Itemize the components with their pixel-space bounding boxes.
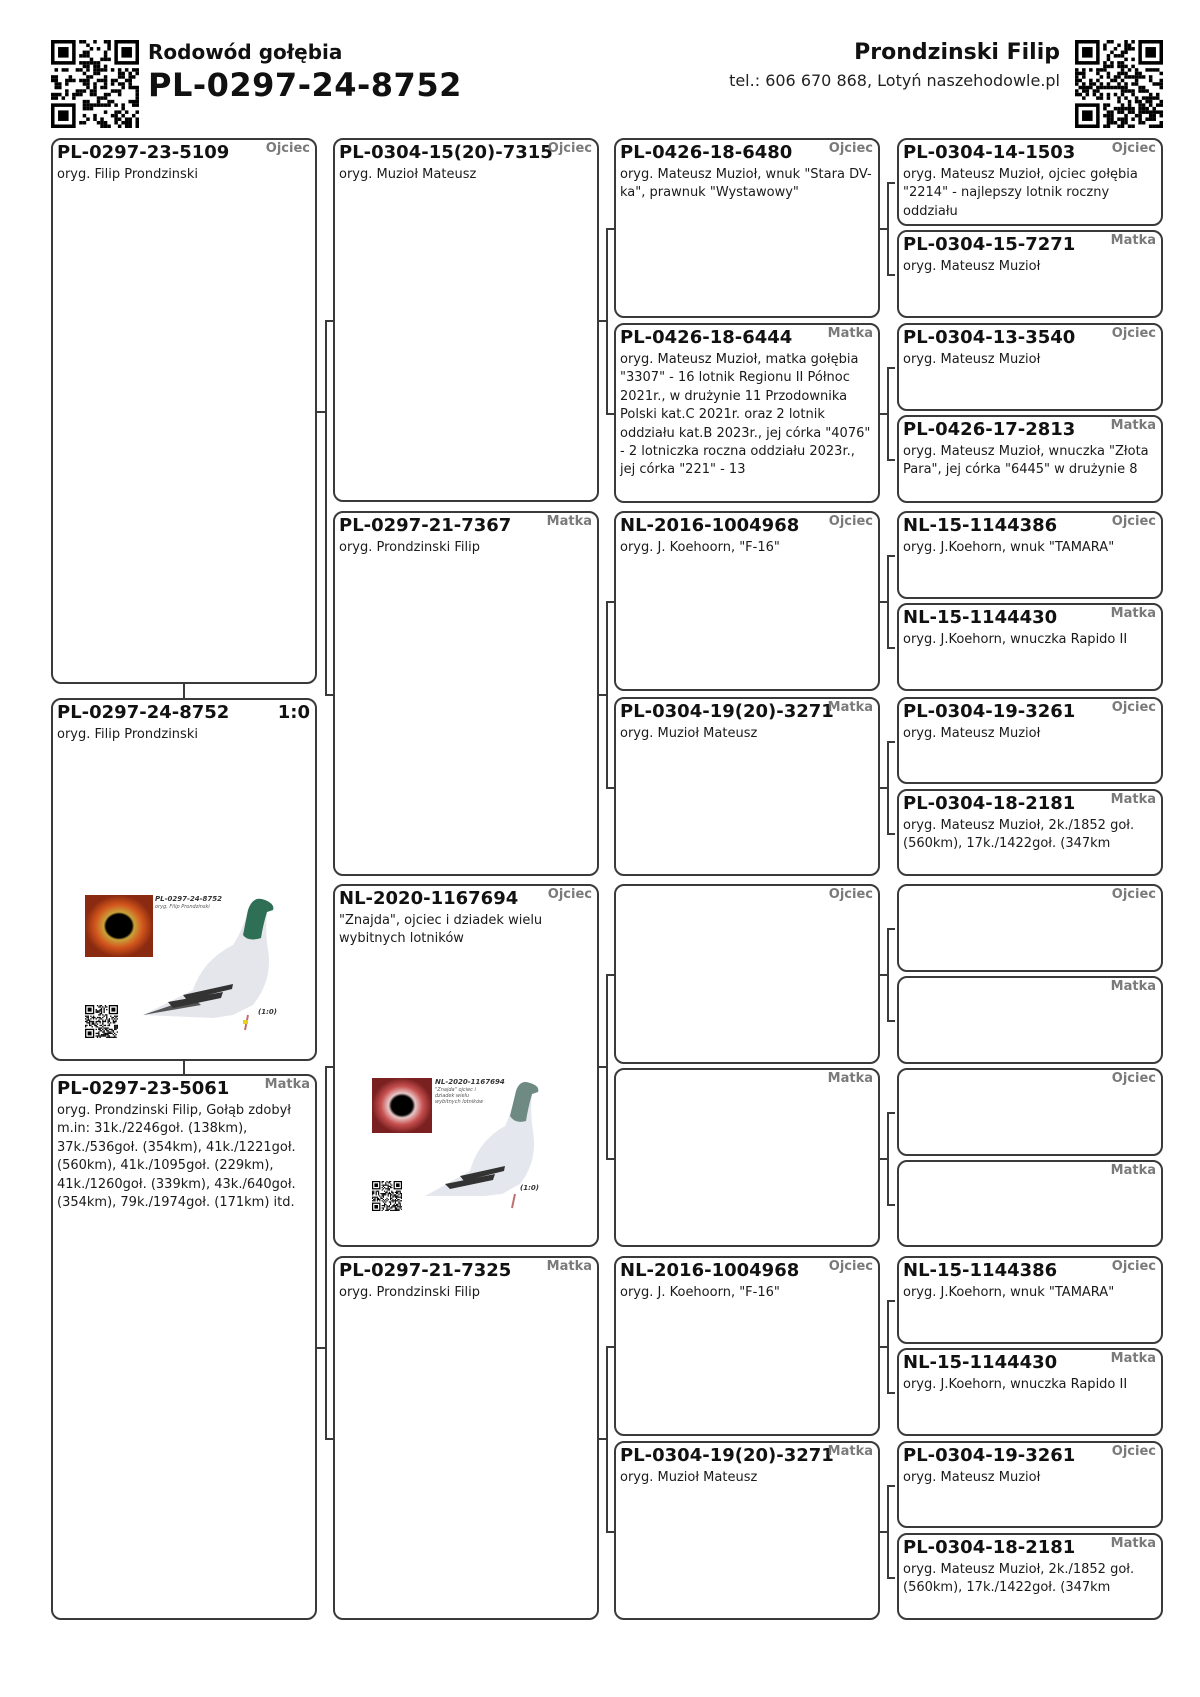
description: oryg. Prondzinski Filip <box>339 1285 480 1300</box>
ring-number: PL-0297-21-7325 <box>339 1260 512 1281</box>
pedigree-box-subject <box>51 698 317 1061</box>
pedigree-box <box>897 976 1163 1064</box>
description: oryg. Mateusz Muzioł <box>903 726 1041 741</box>
ring-number: PL-0426-17-2813 <box>903 419 1076 440</box>
connector-line <box>325 694 333 696</box>
pigeon-photo <box>83 890 283 1040</box>
sex-label: Matka <box>827 1444 873 1459</box>
pedigree-box <box>614 1441 880 1620</box>
description: "Znajda", ojciec i dziadek wielu wybitnych lotników <box>339 913 543 947</box>
connector-line <box>606 228 614 230</box>
pedigree-box <box>897 230 1163 318</box>
sex-label: Matka <box>1110 233 1156 248</box>
ring-number: PL-0304-19-3261 <box>903 1445 1076 1466</box>
sex-label: Ojciec <box>1111 141 1156 156</box>
photo-caption: "Znajda" ojciec i dziadek wielu wybitnych lotników <box>435 1087 484 1105</box>
connector-line <box>887 367 895 369</box>
connector-line <box>887 1485 889 1577</box>
pedigree-box <box>897 1256 1163 1344</box>
pedigree-box <box>897 1441 1163 1528</box>
connector-line <box>887 1577 895 1579</box>
sex-label: Matka <box>1110 979 1156 994</box>
sex-label: Ojciec <box>1111 326 1156 341</box>
pedigree-box <box>333 884 599 1247</box>
connector-line <box>887 647 895 649</box>
description: oryg. Mateusz Muzioł, wnuczka "Złota Para", jej córka "6445" w drużynie 8 <box>903 444 1149 478</box>
connector-line <box>606 1158 614 1160</box>
qr-code-left <box>51 40 139 128</box>
ring-number: PL-0304-13-3540 <box>903 327 1076 348</box>
ring-number: NL-2020-1167694 <box>339 888 519 909</box>
sex-label: Ojciec <box>828 1259 873 1274</box>
connector-line <box>183 1061 185 1074</box>
description: oryg. Prondzinski Filip <box>339 540 480 555</box>
ring-number: PL-0304-19(20)-3271 <box>620 701 834 722</box>
sex-label: Ojciec <box>1111 514 1156 529</box>
ring-number: PL-0304-19-3261 <box>903 701 1076 722</box>
description: oryg. J.Koehorn, wnuk "TAMARA" <box>903 1285 1115 1300</box>
connector-line <box>606 601 608 787</box>
connector-line <box>606 787 614 789</box>
connector-line <box>887 833 895 835</box>
photo-score: (1:0) <box>520 1184 539 1192</box>
connector-line <box>317 1347 325 1349</box>
ring-number: PL-0297-21-7367 <box>339 515 512 536</box>
sex-label: Matka <box>1110 1536 1156 1551</box>
ring-number: PL-0304-19(20)-3271 <box>620 1445 834 1466</box>
pedigree-box <box>614 511 880 691</box>
description: oryg. Mateusz Muzioł, 2k./1852 goł. (560km), 17k./1422goł. (347km <box>903 1562 1135 1596</box>
photo-score: (1:0) <box>258 1008 277 1016</box>
sex-label: Ojciec <box>547 141 592 156</box>
description: oryg. Prondzinski Filip, Gołąb zdobył m.in: 31k./2246goł. (138km), 37k./536goł. (354km), 41k./1221goł. (560km), 41k./1095goł. (229km), 41k./1260goł. (339km), 43k./640goł. (354km), 79k./1974goł. (171km) itd. <box>57 1103 296 1211</box>
description: oryg. Mateusz Muzioł <box>903 1470 1041 1485</box>
connector-line <box>325 320 333 322</box>
pedigree-box <box>897 1160 1163 1247</box>
connector-line <box>887 182 895 184</box>
photo-ring: NL-2020-1167694 <box>435 1078 505 1086</box>
sex-label: Matka <box>827 1071 873 1086</box>
connector-line <box>887 1112 895 1114</box>
pedigree-box <box>614 1256 880 1436</box>
pedigree-box <box>897 511 1163 599</box>
connector-line <box>887 555 895 557</box>
sex-label: Matka <box>264 1077 310 1092</box>
pedigree-box <box>897 884 1163 972</box>
ring-number: PL-0426-18-6480 <box>620 142 793 163</box>
pedigree-box <box>897 1068 1163 1156</box>
description: oryg. J.Koehorn, wnuk "TAMARA" <box>903 540 1115 555</box>
sex-label: Matka <box>546 514 592 529</box>
description: oryg. J. Koehoorn, "F-16" <box>620 540 780 555</box>
pedigree-box-dam <box>51 1074 317 1620</box>
connector-line <box>887 1112 889 1204</box>
connector-line <box>887 274 895 276</box>
connector-line <box>887 1300 895 1302</box>
sex-label: Ojciec <box>547 887 592 902</box>
description: oryg. Muzioł Mateusz <box>620 726 758 741</box>
ring-number: NL-2016-1004968 <box>620 515 800 536</box>
sex-label: Matka <box>546 1259 592 1274</box>
pedigree-box <box>897 697 1163 784</box>
connector-line <box>887 1020 895 1022</box>
pedigree-box <box>614 884 880 1064</box>
connector-line <box>606 413 614 415</box>
connector-line <box>325 1066 333 1068</box>
connector-line <box>887 928 895 930</box>
breeder-contact: tel.: 606 670 868, Lotyń naszehodowle.pl <box>729 71 1060 90</box>
connector-line <box>325 320 327 694</box>
pedigree-box <box>897 1348 1163 1436</box>
connector-line <box>606 228 608 413</box>
sex-label: Matka <box>827 326 873 341</box>
sex-label: Ojciec <box>828 514 873 529</box>
connector-line <box>887 741 889 833</box>
connector-line <box>325 1438 333 1440</box>
connector-line <box>887 1300 889 1392</box>
ring-number: PL-0304-18-2181 <box>903 793 1076 814</box>
pedigree-box <box>614 1068 880 1247</box>
pedigree-box <box>897 1533 1163 1620</box>
connector-line <box>887 928 889 1020</box>
document-title: Rodowód gołębia <box>148 40 343 64</box>
description: oryg. Mateusz Muzioł <box>903 352 1041 367</box>
description: oryg. J. Koehoorn, "F-16" <box>620 1285 780 1300</box>
ring-number: PL-0304-15(20)-7315 <box>339 142 553 163</box>
description: oryg. Muzioł Mateusz <box>620 1470 758 1485</box>
sex-label: Matka <box>1110 1163 1156 1178</box>
description: oryg. J.Koehorn, wnuczka Rapido II <box>903 1377 1128 1392</box>
ring-number: NL-15-1144386 <box>903 1260 1058 1281</box>
pigeon-photo <box>370 1076 545 1216</box>
sex-label: Ojciec <box>1111 1259 1156 1274</box>
ring-number: PL-0304-15-7271 <box>903 234 1076 255</box>
pedigree-box <box>897 415 1163 503</box>
pigeon-qr-code <box>372 1181 402 1211</box>
pedigree-box <box>614 323 880 503</box>
photo-ring: PL-0297-24-8752 <box>155 895 223 903</box>
ring-number: PL-0304-18-2181 <box>903 1537 1076 1558</box>
ring-number: NL-2016-1004968 <box>620 1260 800 1281</box>
connector-line <box>606 1531 614 1533</box>
connector-line <box>325 1066 327 1439</box>
connector-line <box>317 411 325 413</box>
sex-label: Ojciec <box>1111 887 1156 902</box>
description: oryg. Mateusz Muzioł <box>903 259 1041 274</box>
description: oryg. Mateusz Muzioł, matka gołębia "3307" - 16 lotnik Regionu II Północ 2021r., w drużynie 11 Przodownika Polski kat.C 2021r. oraz 2 lotnik oddziału kat.B 2023r., jej córka "4076" - 2 lotniczka roczna oddziału 2023r., jej córka "221" - 13 <box>620 352 871 478</box>
pedigree-box <box>897 789 1163 876</box>
pedigree-box <box>897 323 1163 411</box>
sex-label: Matka <box>827 700 873 715</box>
description: oryg. J.Koehorn, wnuczka Rapido II <box>903 632 1128 647</box>
connector-line <box>887 741 895 743</box>
sex-label: Ojciec <box>828 141 873 156</box>
pedigree-box-sire <box>51 138 317 684</box>
description: oryg. Filip Prondzinski <box>57 167 198 182</box>
pedigree-box <box>333 511 599 876</box>
connector-line <box>887 1485 895 1487</box>
ring-number: PL-0297-23-5109 <box>57 142 230 163</box>
sex-label: Matka <box>1110 606 1156 621</box>
qr-code-right <box>1075 40 1163 128</box>
connector-line <box>887 1204 895 1206</box>
ring-number: NL-15-1144430 <box>903 1352 1058 1373</box>
ring-number: PL-0297-23-5061 <box>57 1078 230 1099</box>
sex-label: Matka <box>1110 792 1156 807</box>
pedigree-box <box>897 603 1163 691</box>
connector-line <box>887 367 889 459</box>
pedigree-box <box>333 138 599 502</box>
sex-label: Ojciec <box>265 141 310 156</box>
connector-line <box>606 1346 614 1348</box>
ring-number: NL-15-1144386 <box>903 515 1058 536</box>
connector-line <box>606 974 608 1158</box>
subject-ring-number: PL-0297-24-8752 <box>148 66 462 104</box>
breeder-name: Prondzinski Filip <box>854 40 1060 65</box>
connector-line <box>887 555 889 647</box>
sex-label: Ojciec <box>1111 1071 1156 1086</box>
connector-line <box>887 459 895 461</box>
score-label: 1:0 <box>277 702 310 723</box>
photo-caption: oryg. Filip Prondzinski <box>155 904 210 910</box>
connector-line <box>606 1346 608 1531</box>
description: oryg. Mateusz Muzioł, ojciec gołębia "2214" - najlepszy lotnik roczny oddziału <box>903 167 1138 219</box>
sex-label: Ojciec <box>1111 1444 1156 1459</box>
sex-label: Matka <box>1110 1351 1156 1366</box>
ring-number: PL-0304-14-1503 <box>903 142 1076 163</box>
pigeon-qr-code <box>85 1005 118 1038</box>
connector-line <box>183 684 185 698</box>
description: oryg. Mateusz Muzioł, wnuk "Stara DV-ka", prawnuk "Wystawowy" <box>620 167 872 201</box>
description: oryg. Filip Prondzinski <box>57 727 198 742</box>
ring-number: PL-0426-18-6444 <box>620 327 793 348</box>
description: oryg. Muzioł Mateusz <box>339 167 477 182</box>
pedigree-box <box>614 138 880 318</box>
pedigree-box <box>333 1256 599 1620</box>
connector-line <box>887 182 889 274</box>
pedigree-box <box>897 138 1163 226</box>
connector-line <box>887 1392 895 1394</box>
connector-line <box>606 601 614 603</box>
sex-label: Ojciec <box>828 887 873 902</box>
ring-number: PL-0297-24-8752 <box>57 702 230 723</box>
description: oryg. Mateusz Muzioł, 2k./1852 goł. (560km), 17k./1422goł. (347km <box>903 818 1135 852</box>
ring-number: NL-15-1144430 <box>903 607 1058 628</box>
connector-line <box>606 974 614 976</box>
pedigree-box <box>614 697 880 876</box>
sex-label: Matka <box>1110 418 1156 433</box>
sex-label: Ojciec <box>1111 700 1156 715</box>
